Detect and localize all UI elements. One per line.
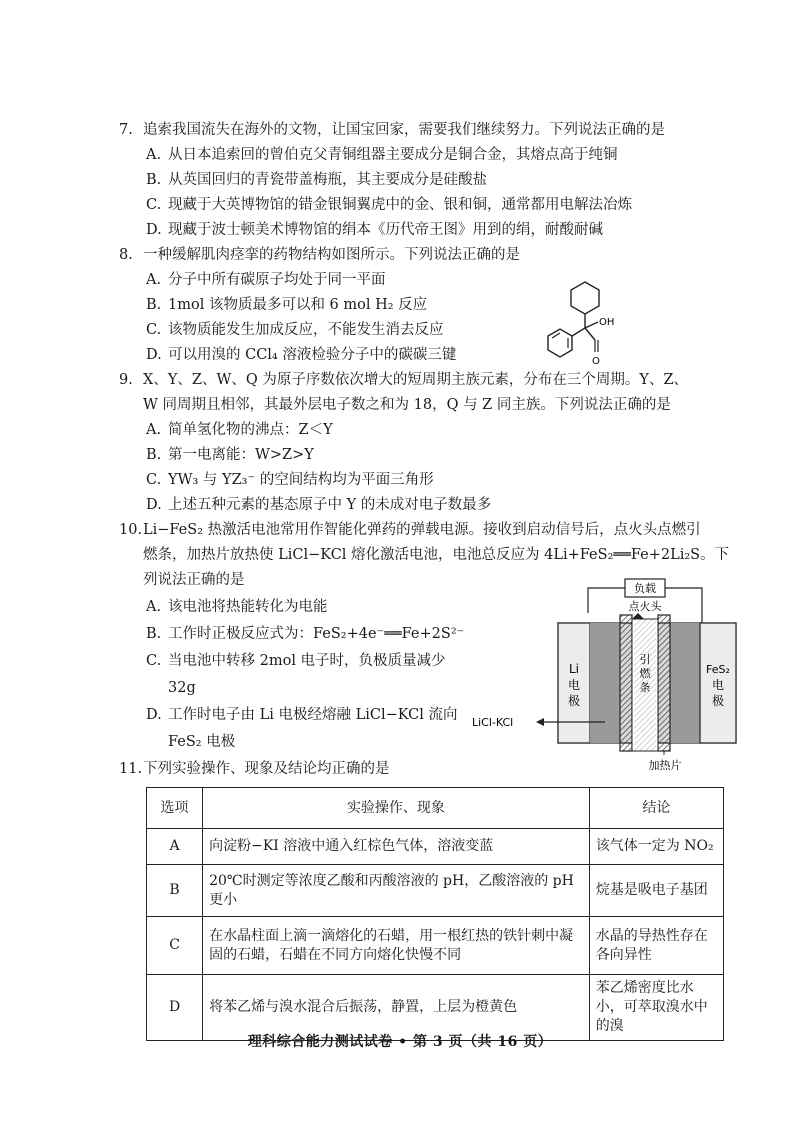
li-electrode-label: 极 [567,694,581,708]
question-stem: 下列实验操作、现象及结论均正确的是 [143,761,390,777]
question-number: 7. [119,122,133,138]
bond [585,328,595,340]
molecule-structure-figure [540,278,640,368]
table-cell-operation: 20℃时测定等浓度乙酸和丙酸溶液的 pH，乙酸溶液的 pH 更小 [203,865,590,917]
heater-label: 加热片 [648,759,682,772]
question-7 [119,119,665,141]
question-9 [119,369,688,391]
fuse-label: 条 [639,681,651,694]
electrolyte-label: LiCl-KCl [472,716,514,729]
option-text: 当电池中转移 2mol 电子时，负极质量减少 [168,653,446,669]
option-text: 现藏于波士顿美术博物馆的绢本《历代帝王图》用到的绢，耐酸耐碱 [168,222,603,238]
question-number: 10. [119,522,143,538]
table-header-row [147,788,724,829]
option-9b [146,444,314,466]
option-label: C. [146,197,162,213]
table-cell-option: A [147,829,203,865]
question-number: 11. [119,761,143,777]
table-row [147,865,724,917]
option-label: A. [146,422,162,438]
question-stem: Li−FeS₂ 热激活电池常用作智能化弹药的弹载电源。接收到启动信号后，点火头点燃引 [143,522,701,538]
table-cell-conclusion: 该气体一定为 NO₂ [589,829,723,865]
option-7c [146,194,632,216]
fes2-electrode-label: 极 [711,694,725,708]
option-7d [146,219,603,241]
option-label: C. [146,653,162,669]
option-text: 可以用溴的 CCl₄ 溶液检验分子中的碳碳三键 [168,347,457,363]
option-label: D. [146,347,162,363]
option-text: 该物质能发生加成反应，不能发生消去反应 [168,322,444,338]
option-10c [146,650,446,672]
igniter-icon [632,613,644,619]
electrolyte-left [590,623,620,743]
option-label: A. [146,147,162,163]
option-text: 简单氢化物的沸点：Z＜Y [168,422,333,438]
option-7b [146,169,487,191]
option-8b [146,294,427,316]
option-9c [146,469,434,491]
table-cell-option: C [147,917,203,975]
fuse-label: 引 [639,653,651,666]
table-header: 实验操作、现象 [203,788,590,829]
option-text: 从英国回归的青瓷带盖梅瓶，其主要成分是硅酸盐 [168,172,487,188]
table-cell-operation: 在水晶柱面上滴一滴熔化的石蜡，用一根红热的铁针刺中凝固的石蜡，石蜡在不同方向熔化快慢不同 [203,917,590,975]
option-label: D. [146,707,162,723]
battery-diagram [470,575,740,775]
option-10c-continued: 32g [168,680,196,696]
option-7a [146,144,618,166]
table-cell-option: D [147,975,203,1041]
option-10d [146,704,458,726]
cyclohexane-ring [571,282,599,314]
heater-plate [658,615,670,751]
option-text: 该电池将热能转化为电能 [168,599,328,615]
option-10d-continued: FeS₂ 电极 [168,734,236,750]
option-text: 第一电离能：W>Z>Y [168,447,314,463]
table-header: 选项 [147,788,203,829]
question-stem: 一种缓解肌肉痉挛的药物结构如图所示。下列说法正确的是 [143,247,520,263]
option-text: 工作时正极反应式为：FeS₂+4e⁻══Fe+2S²⁻ [168,626,465,642]
option-label: A. [146,599,162,615]
question-stem: 追索我国流失在海外的文物，让国宝回家，需要我们继续努力。下列说法正确的是 [143,122,665,138]
option-text: 工作时电子由 Li 电极经熔融 LiCl−KCl 流向 [168,707,458,723]
option-label: B. [146,297,162,313]
option-8a [146,269,386,291]
bond [585,322,598,328]
question-stem-continued: 燃条，加热片放热使 LiCl−KCl 熔化激活电池，电池总反应为 4Li+FeS₂══Fe+2Li₂S。下 [143,547,730,563]
question-11 [119,758,390,780]
option-text: 上述五种元素的基态原子中 Y 的未成对电子数最多 [168,497,492,513]
option-label: D. [146,222,162,238]
li-electrode-label: Li [568,662,580,676]
table-row [147,917,724,975]
question-10 [119,519,701,541]
arrow-icon [536,718,544,726]
option-10b [146,623,464,645]
option-label: D. [146,497,162,513]
table-row [147,829,724,865]
electrolyte-right [670,623,700,743]
option-9d [146,494,491,516]
table-cell-conclusion: 苯乙烯密度比水小，可萃取溴水中的溴 [589,975,723,1041]
option-label: C. [146,322,162,338]
option-9a [146,419,333,441]
page-footer: 理科综合能力测试试卷 • 第 3 页（共 16 页） [247,1034,553,1050]
table-cell-conclusion: 水晶的导热性存在各向异性 [589,917,723,975]
wire [588,588,625,613]
option-text: YW₃ 与 YZ₃⁻ 的空间结构均为平面三角形 [168,472,434,488]
option-text: 现藏于大英博物馆的错金银铜翼虎中的金、银和铜，通常都用电解法冶炼 [168,197,632,213]
table-header: 结论 [589,788,723,829]
hydroxyl-label: OH [599,317,615,328]
option-label: A. [146,272,162,288]
question-number: 9. [119,372,133,388]
fes2-electrode-label: FeS₂ [706,663,730,676]
fes2-electrode-label: 电 [711,678,725,692]
table-cell-option: B [147,865,203,917]
table-cell-conclusion: 烷基是吸电子基团 [589,865,723,917]
experiment-table [146,787,724,1041]
option-8d [146,344,456,366]
question-stem-continued: W 同周期且相邻，其最外层电子数之和为 18，Q 与 Z 同主族。下列说法正确的是 [143,397,671,413]
option-label: B. [146,626,162,642]
oxygen-label: O [592,356,600,367]
option-text: 分子中所有碳原子均处于同一平面 [168,272,386,288]
fuse-label: 燃 [639,667,651,680]
option-label: C. [146,472,162,488]
option-text: 1mol 该物质最多可以和 6 mol H₂ 反应 [168,297,428,313]
question-8 [119,244,520,266]
table-cell-operation: 将苯乙烯与溴水混合后振荡，静置，上层为橙黄色 [203,975,590,1041]
heater-plate [620,615,632,751]
option-text: 从日本追索回的曾伯克父青铜组器主要成分是铜合金，其熔点高于纯铜 [168,147,618,163]
option-label: B. [146,172,162,188]
question-number: 8. [119,247,133,263]
table-cell-operation: 向淀粉−KI 溶液中通入红棕色气体，溶液变蓝 [203,829,590,865]
option-8c [146,319,444,341]
option-label: B. [146,447,162,463]
option-10a [146,596,328,618]
li-electrode-label: 电 [567,678,581,692]
igniter-label: 点火头 [628,600,662,613]
question-stem-continued: 列说法正确的是 [143,572,245,588]
question-stem: X、Y、Z、W、Q 为原子序数依次增大的短周期主族元素，分布在三个周期。Y、Z、 [143,372,689,388]
load-label: 负载 [634,582,656,595]
bond [572,328,585,336]
